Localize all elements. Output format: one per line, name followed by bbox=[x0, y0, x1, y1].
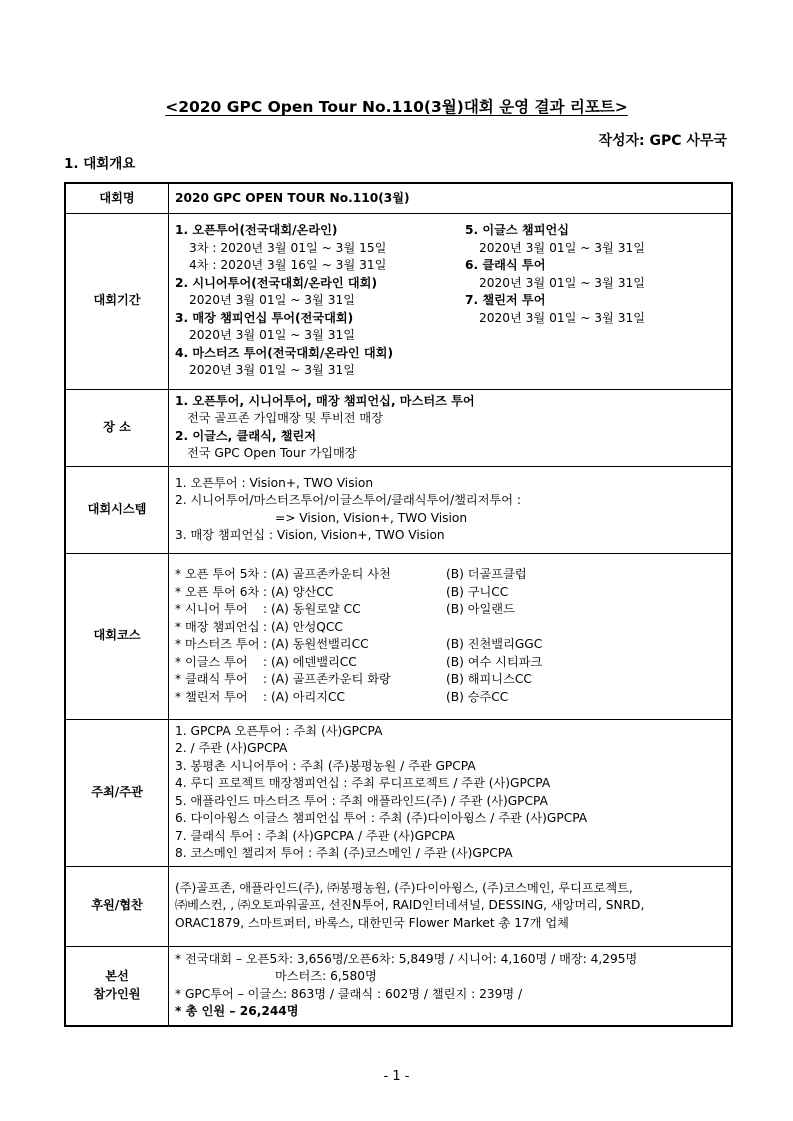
sponsor-line: ㈜베스컨, , ㈜오토파워골프, 선진N투어, RAID인터네셔널, DESSING, 새앙머리, SNRD, bbox=[175, 898, 645, 913]
place-cell bbox=[169, 389, 733, 466]
period-right bbox=[465, 222, 645, 380]
host-item: 5. 애플라인드 마스터즈 투어 : 주최 애플라인드(주) / 주관 (사)GPCPA bbox=[175, 793, 548, 808]
row-head: 주최/주관 bbox=[65, 719, 169, 866]
row-course bbox=[65, 553, 732, 719]
place-line: 2. 이글스, 클래식, 챌린저 bbox=[175, 428, 317, 443]
period-tour-title: 4. 마스터즈 투어(전국대회/온라인 대회) bbox=[175, 345, 394, 360]
period-tour-title: 7. 챌린저 투어 bbox=[465, 293, 546, 308]
row-head: 대회기간 bbox=[65, 213, 169, 389]
system-cell bbox=[169, 466, 733, 553]
row-name bbox=[65, 183, 732, 213]
host-item: 2. / 주관 (사)GPCPA bbox=[175, 741, 288, 755]
course-b: (B) 아일랜드 bbox=[446, 602, 515, 616]
participants-head-1: 본선 bbox=[105, 969, 129, 984]
course-b: (B) 여수 시티파크 bbox=[446, 654, 543, 669]
course-tour: * 챌린저 투어 bbox=[175, 689, 248, 704]
course-item bbox=[175, 671, 725, 689]
course-b: (B) 진천밸리GGC bbox=[446, 637, 543, 651]
period-tour-title: 5. 이글스 챔피언십 bbox=[465, 223, 570, 238]
course-tour: * 마스터즈 투어 bbox=[175, 637, 260, 651]
period-tour-title: 6. 클래식 투어 bbox=[465, 258, 546, 273]
period-date: 2020년 3월 01일 ~ 3월 31일 bbox=[479, 275, 645, 290]
course-tour: * 시니어 투어 bbox=[175, 602, 248, 616]
period-tour-title: 2. 시니어투어(전국대회/온라인 대회) bbox=[175, 275, 378, 290]
course-a: : (A) 에덴밸리CC bbox=[263, 654, 357, 669]
row-host bbox=[65, 719, 732, 866]
participants-total: * 총 인원 – 26,244명 bbox=[175, 1004, 299, 1019]
course-item bbox=[175, 654, 725, 672]
participants-line: 마스터즈: 6,580명 bbox=[275, 969, 377, 984]
row-head: 후원/협찬 bbox=[65, 866, 169, 946]
period-cell bbox=[169, 213, 733, 389]
page-number: - 1 - bbox=[383, 1069, 410, 1084]
course-item bbox=[175, 689, 725, 707]
host-item: 7. 클래식 투어 : 주최 (사)GPCPA / 주관 (사)GPCPA bbox=[175, 828, 455, 843]
row-head bbox=[65, 946, 169, 1026]
course-item bbox=[175, 601, 725, 619]
course-b: (B) 승주CC bbox=[446, 689, 509, 704]
course-a: : (A) 양산CC bbox=[263, 584, 334, 599]
course-tour: * 오픈 투어 5차 bbox=[175, 567, 260, 581]
row-head: 대회코스 bbox=[65, 553, 169, 719]
course-a: : (A) 골프존카운티 사천 bbox=[263, 567, 391, 581]
period-left bbox=[175, 222, 465, 380]
course-item bbox=[175, 619, 725, 637]
row-system bbox=[65, 466, 732, 553]
course-tour: * 오픈 투어 6차 bbox=[175, 584, 260, 599]
period-tour-title: 1. 오픈투어(전국대회/온라인) bbox=[175, 223, 338, 238]
course-item bbox=[175, 566, 725, 584]
course-b: (B) 더골프클럽 bbox=[446, 567, 527, 581]
host-item: 3. 봉평촌 시니어투어 : 주최 (주)봉평농원 / 주관 GPCPA bbox=[175, 758, 476, 773]
course-item bbox=[175, 584, 725, 602]
course-a: : (A) 동원썬밸리CC bbox=[263, 637, 369, 651]
overview-table bbox=[64, 182, 733, 1027]
period-date: 2020년 3월 01일 ~ 3월 31일 bbox=[479, 240, 645, 255]
course-tour: * 매장 챔피언십 bbox=[175, 619, 260, 634]
course-item bbox=[175, 636, 725, 654]
place-line: 전국 골프존 가입매장 및 투비전 매장 bbox=[187, 411, 383, 425]
course-b: (B) 해피니스CC bbox=[446, 672, 532, 686]
course-tour: * 클래식 투어 bbox=[175, 672, 248, 686]
row-head: 대회시스템 bbox=[65, 466, 169, 553]
place-line: 1. 오픈투어, 시니어투어, 매장 챔피언십, 마스터즈 투어 bbox=[175, 393, 475, 408]
report-title: <2020 GPC Open Tour No.110(3월)대회 운영 결과 리포트> bbox=[165, 98, 628, 116]
course-cell bbox=[169, 553, 733, 719]
period-date: 2020년 3월 01일 ~ 3월 31일 bbox=[479, 310, 645, 325]
course-a: : (A) 동원로얄 CC bbox=[263, 602, 361, 616]
section-heading: 1. 대회개요 bbox=[64, 156, 136, 172]
place-line: 전국 GPC Open Tour 가입매장 bbox=[187, 446, 357, 460]
row-head: 장 소 bbox=[65, 389, 169, 466]
participants-line: * 전국대회 – 오픈5차: 3,656명/오픈6차: 5,849명 / 시니어: 4,160명 / 매장: 4,295명 bbox=[175, 951, 638, 966]
course-a: : (A) 아리지CC bbox=[263, 689, 346, 704]
participants-line: * GPC투어 – 이글스: 863명 / 클래식 : 602명 / 챌린지 : 239명 / bbox=[175, 986, 523, 1001]
system-line: 1. 오픈투어 : Vision+, TWO Vision bbox=[175, 475, 374, 490]
course-a: : (A) 안성QCC bbox=[263, 619, 343, 634]
sponsor-line: (주)골프존, 애플라인드(주), ㈜봉평농원, (주)다이아윙스, (주)코스메인, 루디프로젝트, bbox=[175, 880, 633, 895]
period-date: 2020년 3월 01일 ~ 3월 31일 bbox=[189, 328, 355, 343]
row-head: 대회명 bbox=[65, 183, 169, 213]
period-date: 2020년 3월 01일 ~ 3월 31일 bbox=[189, 293, 355, 308]
period-date: 4차 : 2020년 3월 16일 ~ 3월 31일 bbox=[189, 258, 387, 273]
host-cell bbox=[169, 719, 733, 866]
host-item: 6. 다이아윙스 이글스 챔피언십 투어 : 주최 (주)다이아윙스 / 주관 (사)GPCPA bbox=[175, 811, 588, 825]
system-line: 2. 시니어투어/마스터즈투어/이글스투어/클래식투어/챌리저투어 : bbox=[175, 493, 522, 507]
row-period bbox=[65, 213, 732, 389]
sponsor-line: ORAC1879, 스마트퍼터, 바록스, 대한민국 Flower Market 총 17개 업체 bbox=[175, 915, 569, 930]
row-sponsor bbox=[65, 866, 732, 946]
course-a: : (A) 골프존카운티 화랑 bbox=[263, 672, 391, 686]
host-item: 8. 코스메인 챌리저 투어 : 주최 (주)코스메인 / 주관 (사)GPCPA bbox=[175, 846, 513, 860]
row-place bbox=[65, 389, 732, 466]
participants-head-2: 참가인원 bbox=[93, 986, 141, 1001]
system-line: => Vision, Vision+, TWO Vision bbox=[275, 510, 468, 525]
host-item: 4. 루디 프로젝트 매장챔피언십 : 주최 루디프로젝트 / 주관 (사)GPCPA bbox=[175, 776, 551, 790]
tournament-name: 2020 GPC OPEN TOUR No.110(3월) bbox=[169, 183, 733, 213]
row-participants bbox=[65, 946, 732, 1026]
period-date: 2020년 3월 01일 ~ 3월 31일 bbox=[189, 363, 355, 378]
system-line: 3. 매장 챔피언십 : Vision, Vision+, TWO Vision bbox=[175, 528, 445, 542]
period-date: 3차 : 2020년 3월 01일 ~ 3월 15일 bbox=[189, 240, 387, 255]
sponsor-cell bbox=[169, 866, 733, 946]
author: 작성자: GPC 사무국 bbox=[598, 133, 727, 149]
host-item: 1. GPCPA 오픈투어 : 주최 (사)GPCPA bbox=[175, 723, 383, 738]
course-tour: * 이글스 투어 bbox=[175, 654, 248, 669]
course-b: (B) 구니CC bbox=[446, 584, 509, 599]
participants-cell bbox=[169, 946, 733, 1026]
period-tour-title: 3. 매장 챔피언십 투어(전국대회) bbox=[175, 310, 354, 325]
